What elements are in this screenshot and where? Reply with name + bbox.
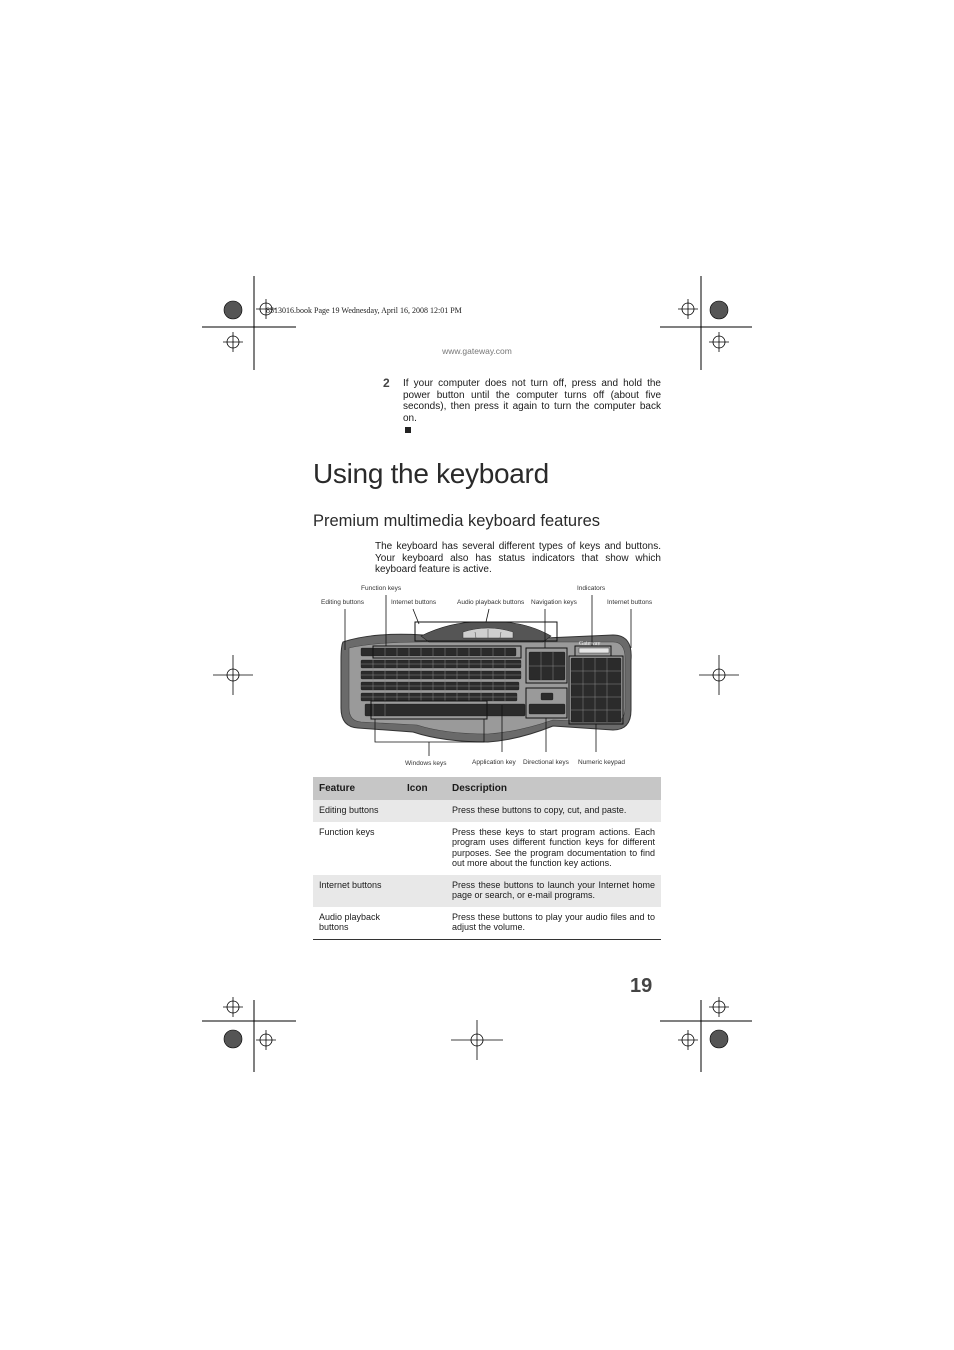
callout-indicators: Indicators [577,585,606,592]
icon-cell [401,875,446,907]
brand-logo: Gateway [579,641,601,647]
feature-cell: Internet buttons [313,875,401,907]
callout-internet-buttons-left: Internet buttons [391,599,437,606]
keyboard-illustration [313,580,663,772]
description-cell: Press these buttons to play your audio files and to adjust the volume. [446,907,661,940]
table-row [313,875,661,907]
callout-navigation-keys: Navigation keys [531,599,577,606]
header-description: Description [446,777,661,800]
icon-cell [401,800,446,822]
callout-numeric-keypad: Numeric keypad [578,759,625,766]
keyboard-figure [313,580,663,772]
header-feature: Feature [313,777,401,800]
callout-internet-buttons-right: Internet buttons [607,599,653,606]
step-number: 2 [383,376,390,390]
callout-windows-keys: Windows keys [405,760,447,767]
callout-editing-buttons: Editing buttons [321,599,365,606]
running-url: www.gateway.com [442,346,512,356]
intro-paragraph: The keyboard has several different types of keys and buttons. Your keyboard also has status indicators that show which keyboard feature is active. [375,541,661,575]
callout-directional-keys: Directional keys [523,759,569,766]
feature-cell: Function keys [319,826,375,837]
step-text: If your computer does not turn off, press and hold the power button until the computer turns off (about five seconds), then press it again to turn the computer back on. [403,378,661,424]
table-row [313,907,661,940]
callout-function-keys: Function keys [361,585,402,592]
print-header: 8513016.book Page 19 Wednesday, April 16, 2008 12:01 PM [266,306,462,315]
header-icon: Icon [401,777,446,800]
callout-audio-playback-buttons: Audio playback buttons [457,599,525,606]
page-number: 19 [630,975,653,997]
description-cell: Press these buttons to launch your Internet home page or search, or e-mail programs. [446,875,661,907]
description-cell: Press these buttons to copy, cut, and paste. [446,800,661,822]
page-title: Using the keyboard [313,458,549,489]
feature-cell: Editing buttons [313,800,401,822]
table-row [313,800,661,822]
table-header-row [313,777,661,800]
section-heading: Premium multimedia keyboard features [313,512,601,530]
description-cell: Press these keys to start program actions. Each program uses different function keys for different purposes. See the program documentation to find out more about the function key actions. [452,826,655,868]
icon-cell [401,822,446,875]
table-row [313,822,661,875]
end-of-section-mark [405,427,411,433]
feature-cell: Audio playback buttons [313,907,401,940]
feature-table [313,777,661,940]
callout-application-key: Application key [472,759,516,766]
icon-cell [401,907,446,940]
